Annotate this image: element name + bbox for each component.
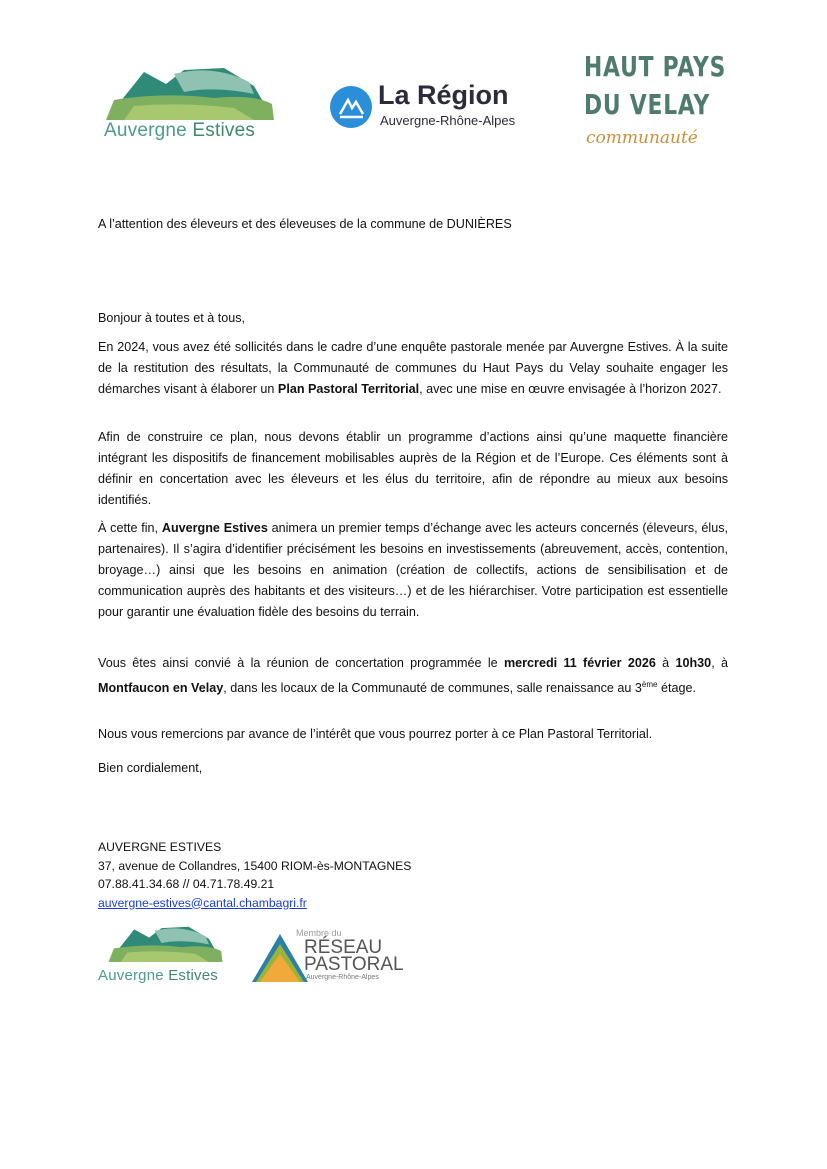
signature-block <box>98 838 411 912</box>
org-name: AUVERGNE ESTIVES <box>98 840 222 854</box>
paragraph-3: À cette fin, Auvergne Estives animera un premier temps d’échange avec les acteurs concernés (éleveurs, élus, partenaires). Il s’agira d’identifier précisément les besoins en investissements (abreuvement, accès, contention, broyage…) ainsi que les besoins en animation (création de collectifs, actions de sensibilisation et de communication auprès des habitants et des visiteurs…) et de les hiérarchiser. Votre participation est essentielle pour garantir une évaluation fidèle des besoins du terrain. <box>98 521 729 619</box>
reseau-pastoral-logo <box>250 932 310 989</box>
mountain-logo-icon <box>98 924 233 962</box>
phones: 07.88.41.34.68 // 04.71.78.49.21 <box>98 877 275 891</box>
auvergne-estives-wordmark: Auvergne Estives <box>104 120 256 141</box>
haut-pays-logo-line1: HAUT PAYS <box>584 50 727 83</box>
auvergne-estives-logo <box>104 64 276 144</box>
paragraph-1: En 2024, vous avez été sollicités dans le cadre d’une enquête pastorale menée par Auvergne Estives. À la suite de la restitution des résultats, la Communauté de communes du Haut Pays du Velay souhaite engager les démarches visant à élaborer un Plan Pastoral Territorial, avec une mise en œuvre envisagée à l’horizon 2027. <box>98 340 728 396</box>
email-link[interactable]: auvergne-estives@cantal.chambagri.fr <box>98 895 307 910</box>
region-logo-title: La Région <box>378 80 509 110</box>
paragraph-4: Vous êtes ainsi convié à la réunion de concertation programmée le mercredi 11 février 2026 à 10h30, à Montfaucon en Velay, dans les locaux de la Communauté de communes, salle renaissance au 3ème étage. <box>98 656 728 696</box>
address: 37, avenue de Collandres, 15400 RIOM-ès-MONTAGNES <box>98 858 412 873</box>
region-logo-subtitle: Auvergne-Rhône-Alpes <box>380 113 516 128</box>
auvergne-estives-footer-logo: Auvergne Estives <box>98 924 233 984</box>
pyramid-logo-icon <box>250 932 310 984</box>
paragraph-5: Nous vous remercions par avance de l’intérêt que vous pourrez porter à ce Plan Pastoral Territorial. <box>98 727 653 741</box>
reseau-line3: PASTORAL <box>304 954 404 975</box>
reseau-line1: Membre du <box>296 928 342 938</box>
haut-pays-logo-line2: DU VELAY <box>584 88 711 121</box>
haut-pays-logo-line3: communauté <box>586 128 698 148</box>
mountain-logo-icon <box>104 64 276 120</box>
closing: Bien cordialement, <box>98 761 203 775</box>
greeting: Bonjour à toutes et à tous, <box>98 311 246 325</box>
reseau-line4: Auvergne-Rhône-Alpes <box>306 974 379 981</box>
region-mountain-icon <box>330 86 372 128</box>
reseau-line2: RÉSEAU <box>304 937 383 958</box>
recipient-line: A l’attention des éleveurs et des éleveuses de la commune de DUNIÈRES <box>98 217 512 231</box>
paragraph-2: Afin de construire ce plan, nous devons établir un programme d’actions ainsi qu’une maquette financière intégrant les dispositifs de financement mobilisables auprès de la Région et de l’Europe. Ces éléments sont à définir en concertation avec les éleveurs et les élus du territoire, afin de répondre au mieux aux besoins identifiés. <box>98 430 728 507</box>
